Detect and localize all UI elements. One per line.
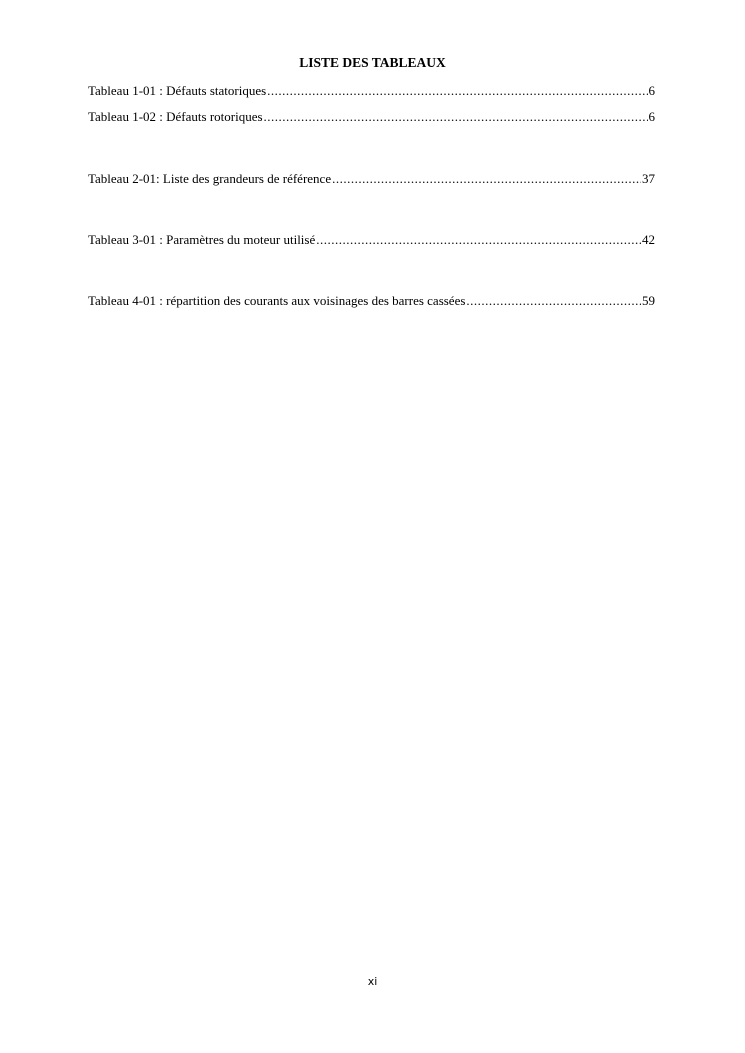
page-title: LISTE DES TABLEAUX [299,55,446,70]
toc-dot-leader [332,170,641,187]
toc-dot-leader [267,82,647,99]
toc-entry-page: 59 [642,293,655,308]
toc-entry-label: Tableau 2-01: Liste des grandeurs de référence [88,171,332,186]
toc-dot-leader [466,292,641,309]
toc-entry[interactable] [88,108,655,125]
toc-entry-label: Tableau 4-01 : répartition des courants aux voisinages des barres cassées [88,293,466,308]
page-number: xi [367,975,378,988]
toc-entry-page: 42 [642,232,655,247]
toc-entry-label: Tableau 3-01 : Paramètres du moteur utilisé [88,232,316,247]
toc-entry-page: 6 [648,109,655,124]
toc-dot-leader [316,231,641,248]
toc-entry[interactable] [88,170,655,187]
toc-entry[interactable] [88,82,655,99]
toc-entry[interactable] [88,292,655,309]
toc-entry-label: Tableau 1-01 : Défauts statoriques [88,83,267,98]
toc-entry[interactable] [88,231,655,248]
toc-dot-leader [264,108,648,125]
toc-entry-page: 37 [642,171,655,186]
toc-entry-page: 6 [648,83,655,98]
toc-entry-label: Tableau 1-02 : Défauts rotoriques [88,109,263,124]
